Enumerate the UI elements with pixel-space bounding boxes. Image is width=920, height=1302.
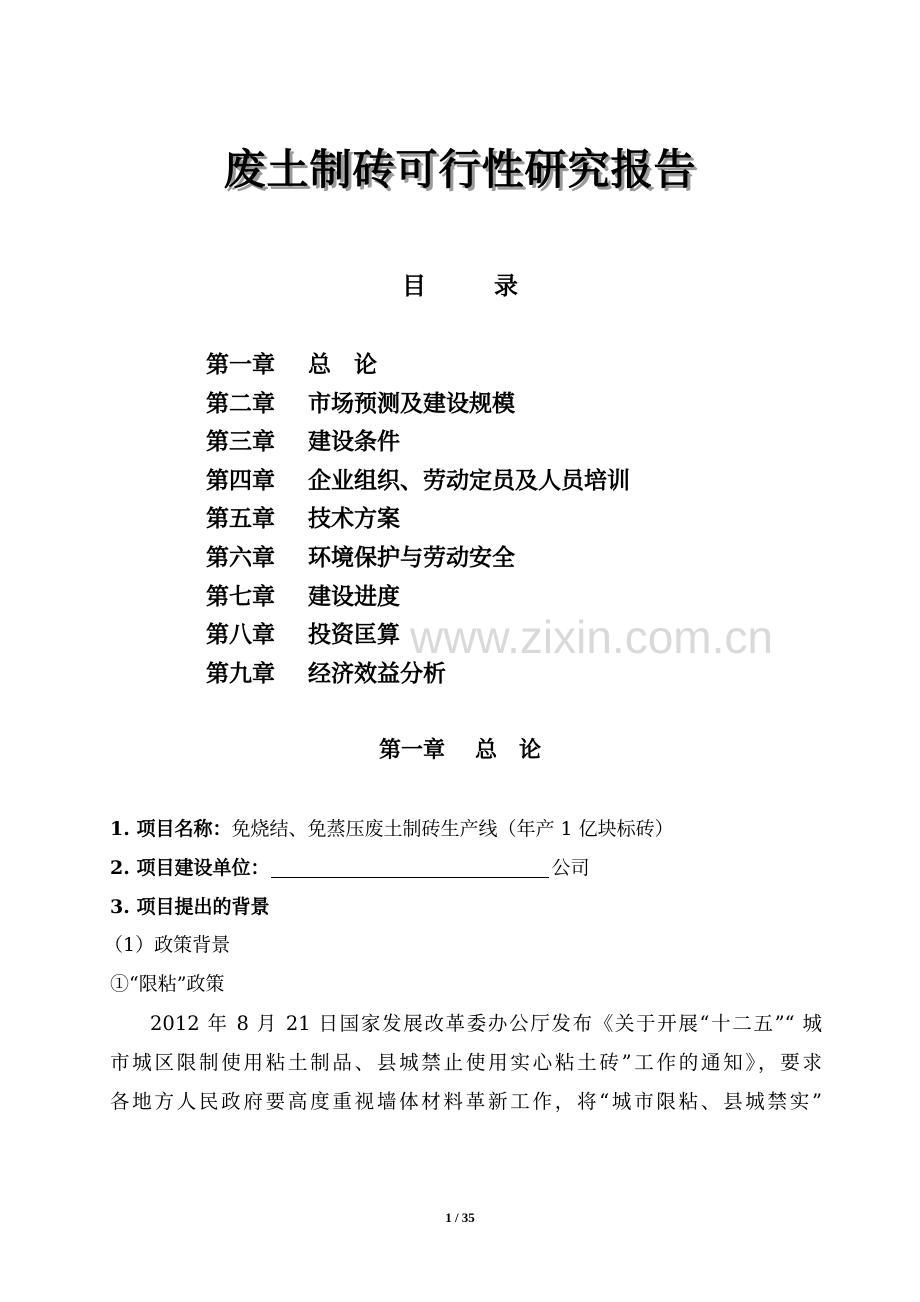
body-line: 市城区限制使用粘土制品、县城禁止使用实心粘土砖”工作的通知》，要求 <box>110 1051 822 1074</box>
toc-chapter-title: 环境保护与劳动安全 <box>308 543 515 571</box>
toc-heading-left: 目 <box>402 271 426 300</box>
toc-item[interactable] <box>206 539 630 578</box>
project-unit-label: 2. 项目建设单位： <box>110 857 270 879</box>
toc-chapter-title: 企业组织、劳动定员及人员培训 <box>308 466 630 494</box>
project-name-label: 1. 项目名称： <box>110 818 232 840</box>
toc-chapter-title: 总 论 <box>308 351 377 378</box>
body-line: 各地方人民政府要高度重视墙体材料革新工作，将“城市限粘、县城禁实” <box>110 1090 822 1113</box>
toc-heading <box>0 270 920 302</box>
toc-item[interactable] <box>206 462 630 501</box>
toc-chapter-title: 技术方案 <box>308 505 400 533</box>
policy-background-subheading: （1）政策背景 <box>104 934 231 956</box>
background-heading-text: 3. 项目提出的背景 <box>110 896 270 918</box>
toc-chapter-title: 市场预测及建设规模 <box>308 389 515 417</box>
chapter-heading-number: 第一章 <box>378 737 445 763</box>
toc-chapter-number: 第三章 <box>206 428 275 456</box>
toc-item[interactable] <box>206 346 630 385</box>
toc-chapter-title: 建设进度 <box>308 582 400 610</box>
project-unit-blank[interactable] <box>271 857 549 878</box>
chapter-heading-title: 总 论 <box>475 737 542 763</box>
toc-chapter-number: 第一章 <box>206 351 275 378</box>
watermark: www.zixin.com.cn <box>410 611 773 663</box>
project-name-value: 免烧结、免蒸压废土制砖生产线（年产 1 亿块标砖） <box>231 818 674 840</box>
toc-chapter-number: 第五章 <box>206 505 275 533</box>
toc-chapter-title: 建设条件 <box>308 428 400 456</box>
chapter-heading <box>0 734 920 766</box>
project-unit-suffix: 公司 <box>551 857 590 879</box>
toc-chapter-title: 经济效益分析 <box>308 659 446 687</box>
toc-heading-right: 录 <box>494 271 518 300</box>
project-unit-line <box>110 855 589 881</box>
toc-chapter-number: 第九章 <box>206 659 275 687</box>
toc-item[interactable] <box>206 385 630 424</box>
toc-chapter-title: 投资匡算 <box>308 621 400 649</box>
document-title: 废土制砖可行性研究报告 <box>223 145 697 194</box>
toc-chapter-number: 第八章 <box>206 621 275 649</box>
body-line: 2012 年 8 月 21 日国家发展改革委办公厅发布《关于开展“十二五”“ 城 <box>150 1012 822 1035</box>
toc-chapter-number: 第二章 <box>206 389 275 417</box>
background-heading <box>110 894 269 920</box>
page-number: 1 / 35 <box>445 1210 475 1225</box>
body-paragraph <box>110 1004 822 1121</box>
toc-chapter-number: 第七章 <box>206 582 275 610</box>
project-name-line <box>110 816 674 842</box>
toc-item[interactable] <box>206 423 630 462</box>
limit-clay-policy-subheading: ①“限粘”政策 <box>110 973 225 995</box>
toc-item[interactable] <box>206 500 630 539</box>
toc-chapter-number: 第四章 <box>206 466 275 494</box>
toc-chapter-number: 第六章 <box>206 543 275 571</box>
